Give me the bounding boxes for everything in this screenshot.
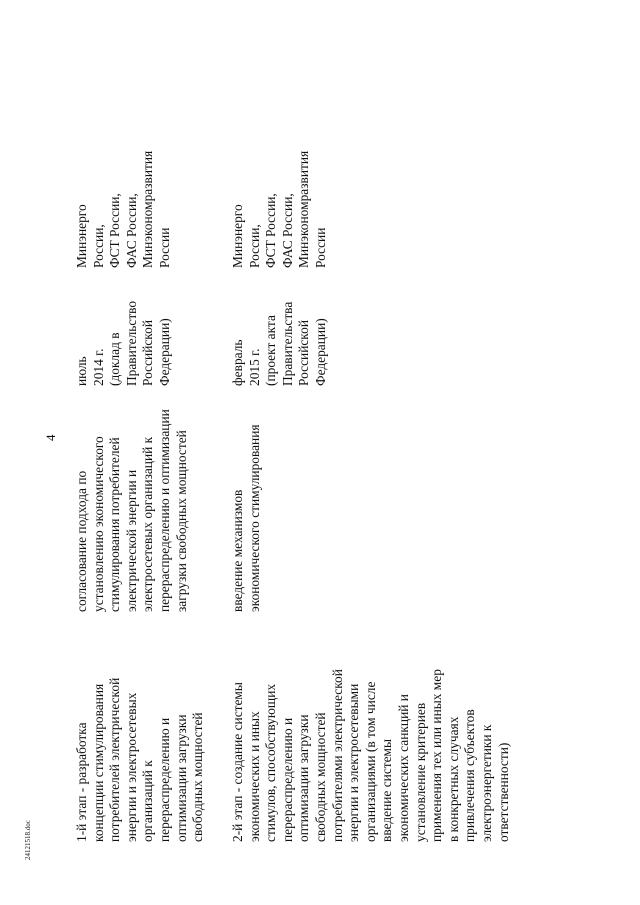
text-line: 1-й этап - разработка [74, 722, 89, 842]
stage-cell [230, 627, 512, 842]
deadline-cell [230, 296, 330, 386]
text-line: России [312, 227, 328, 268]
text-line: 2015 г. [246, 348, 262, 386]
text-line: Российской [140, 320, 156, 386]
document-file-id: 24121518.doc [24, 820, 32, 860]
text-line: февраль [230, 339, 245, 386]
text-line: установлению экономического [90, 436, 106, 612]
text-line: России [156, 227, 172, 268]
text-line: экономических санкций и [395, 694, 411, 842]
text-line: экономического стимулирования [246, 424, 262, 612]
action-cell [230, 397, 263, 612]
text-line: (проект акта [263, 315, 279, 386]
text-line: экономических и иных [246, 711, 262, 842]
stage-cell [74, 627, 207, 842]
text-line: Российской [296, 320, 312, 386]
responsible-cell [230, 138, 330, 268]
text-line: Минэнерго [74, 204, 89, 268]
text-line: согласование подхода по [74, 470, 89, 612]
text-line: перераспределению и оптимизации [156, 409, 172, 612]
text-line: июль [74, 356, 89, 386]
text-line: введение системы [379, 738, 395, 842]
text-line: ответственности) [495, 742, 511, 842]
text-line: электросетевых организаций к [140, 436, 156, 612]
text-line: перераспределению и [279, 717, 295, 842]
text-line: 2014 г. [90, 348, 106, 386]
text-line: свободных мощностей [312, 712, 328, 842]
text-line: электрической энергии и [123, 469, 139, 612]
action-cell [74, 397, 190, 612]
text-line: Федерации) [312, 318, 328, 386]
text-line: Минэкономразвития [296, 150, 312, 268]
text-line: ФСТ России, [107, 193, 123, 268]
text-line: Минэкономразвития [140, 150, 156, 268]
responsible-cell [74, 138, 174, 268]
text-line: установление критериев [412, 702, 428, 842]
text-line: свободных мощностей [190, 712, 206, 842]
text-line: России, [90, 224, 106, 268]
text-line: энергии и электросетевыми [346, 683, 362, 842]
text-line: оптимизации загрузки [296, 714, 312, 842]
text-line: в конкретных случаях [445, 716, 461, 842]
text-line: энергии и электросетевых [123, 692, 139, 842]
text-line: России, [246, 224, 262, 268]
text-line: оптимизации загрузки [173, 714, 189, 842]
page-number: 4 [43, 434, 58, 441]
text-line: 2-й этап - создание системы [230, 682, 245, 842]
text-line: привлечения субъектов [462, 709, 478, 842]
text-line: Минэнерго [230, 204, 245, 268]
text-line: перераспределению и [156, 717, 172, 842]
text-line: применения тех или иных мер [429, 669, 445, 842]
text-line: стимулирования потребителей [107, 437, 123, 612]
text-line: ФАС России, [279, 193, 295, 268]
measures-table [74, 142, 511, 842]
text-line: (доклад в [107, 332, 123, 386]
text-line: организаций к [140, 760, 156, 842]
text-line: загрузки свободных мощностей [173, 430, 189, 612]
text-line: ФАС России, [123, 193, 139, 268]
text-line: Федерации) [156, 318, 172, 386]
text-line: организациями (в том числе [362, 681, 378, 842]
text-line: электроэнергетики к [478, 724, 494, 842]
text-line: ФСТ России, [263, 193, 279, 268]
text-line: концепции стимулирования [90, 683, 106, 842]
text-line: введение механизмов [230, 489, 245, 612]
text-line: Правительства [279, 301, 295, 386]
deadline-cell [74, 296, 174, 386]
text-line: потребителями электрической [329, 669, 345, 842]
text-line: Правительство [123, 300, 139, 386]
text-line: потребителей электрической [107, 677, 123, 842]
text-line: стимулов, способствующих [263, 683, 279, 842]
